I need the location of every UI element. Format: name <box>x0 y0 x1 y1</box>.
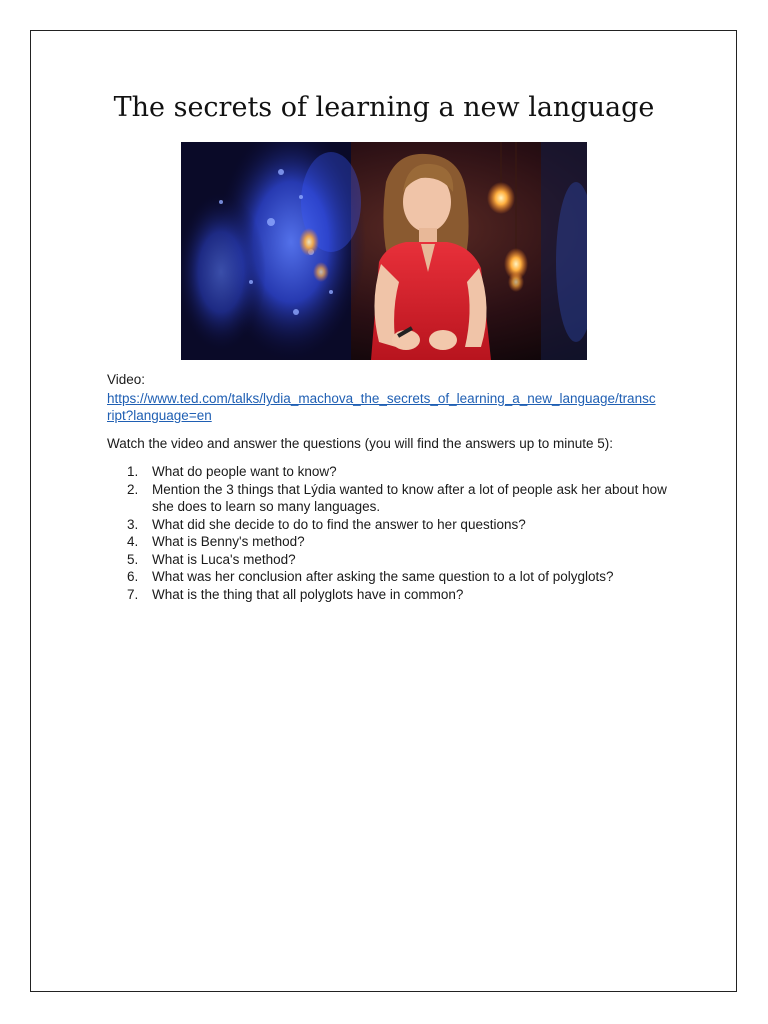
question-number: 2. <box>127 481 139 497</box>
video-link[interactable]: https://www.ted.com/talks/lydia_machova_the_secrets_of_learning_a_new_language/transcript?language=en <box>107 391 656 423</box>
video-label: Video: <box>107 372 146 387</box>
question-number: 6. <box>127 569 139 584</box>
question-text: What is the thing that all polyglots have in common? <box>152 586 464 602</box>
list-item <box>107 551 667 569</box>
list-item <box>107 516 667 534</box>
list-item <box>107 533 667 551</box>
speaker-photo-illustration <box>181 142 587 360</box>
question-text: Mention the 3 things that Lýdia wanted to know after a lot of people ask her about how she does to learn so many languages. <box>152 481 667 514</box>
question-list <box>107 463 667 603</box>
question-number: 3. <box>127 516 139 532</box>
list-item <box>107 481 667 516</box>
question-text: What is Benny's method? <box>152 534 305 549</box>
question-number: 5. <box>127 551 139 567</box>
question-number: 7. <box>127 586 139 602</box>
question-number: 4. <box>127 534 139 549</box>
instructions-text: Watch the video and answer the questions (you will find the answers up to minute 5): <box>107 436 614 451</box>
question-number: 1. <box>127 464 139 479</box>
list-item <box>107 586 667 604</box>
question-text: What was her conclusion after asking the same question to a lot of polyglots? <box>152 569 614 584</box>
list-item <box>107 463 667 481</box>
question-text: What do people want to know? <box>152 464 337 479</box>
page-title: The secrets of learning a new language <box>113 92 655 123</box>
question-text: What is Luca's method? <box>152 551 296 567</box>
list-item <box>107 568 667 586</box>
question-text: What did she decide to do to find the answer to her questions? <box>152 516 526 532</box>
speaker-photo <box>181 142 587 360</box>
